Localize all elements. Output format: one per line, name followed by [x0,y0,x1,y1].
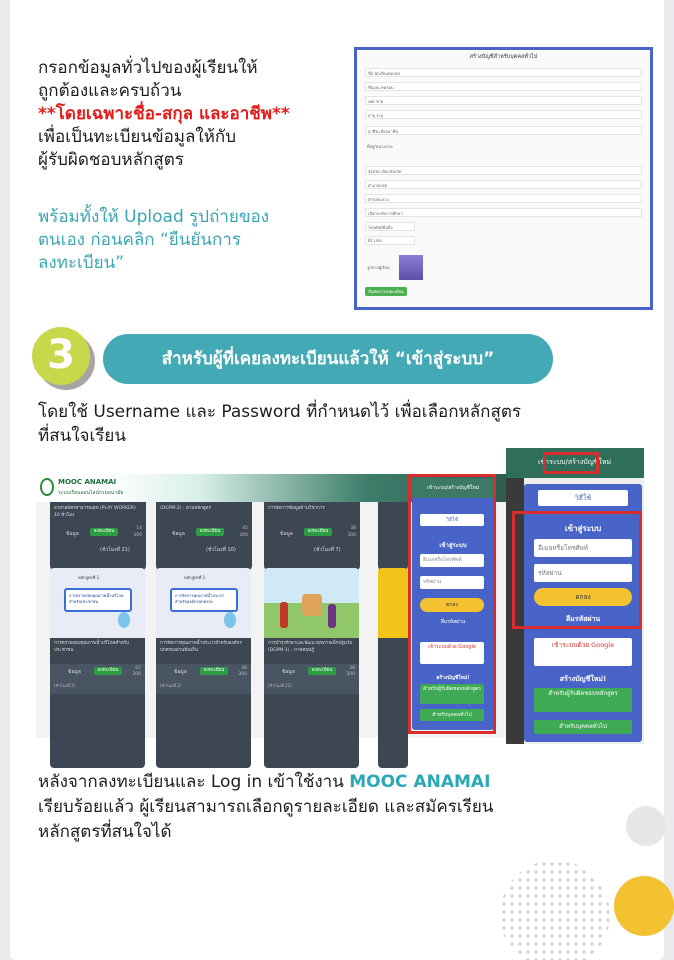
enroll-button: ลงทะเบียน [200,667,228,675]
form-row: ชื่อเล่น ทดสอบ [365,82,642,91]
upload-line-1: พร้อมทั้งให้ Upload รูปถ่ายของ [38,207,269,227]
step-number-badge: 3 [32,327,90,385]
person-icon [280,602,288,628]
register-staff-button[interactable]: สำหรับผู้รับผิดชอบหลักสูตร [534,688,632,712]
how-to-button[interactable]: วิธีใช้ [538,490,628,506]
decor-circle [626,806,666,846]
form-row: อำเภอ/เขต [365,180,642,189]
intro-highlight: **โดยเฉพาะชื่อ-สกุล และอาชีพ** [38,104,290,124]
anamai-logo [40,478,54,496]
person-icon [328,604,336,628]
outro-line-1: หลังจากลงทะเบียนและ Log in เข้าใช้งาน MOOC ANAMAI [38,772,491,792]
enroll-button: ลงทะเบียน [90,528,118,536]
registration-form-screenshot [354,47,653,310]
register-staff-button[interactable]: สำหรับผู้รับผิดชอบหลักสูตร [420,684,484,704]
enroll-button: ลงทะเบียน [304,528,332,536]
upload-line-2: ตนเอง ก่อนคลิก “ยืนยันการ [38,230,241,250]
google-login-button[interactable]: เข้าระบบด้วย Google [420,642,484,664]
course-thumbnail [264,568,359,638]
site-brand: MOOC ANAMAI [58,478,117,486]
confirm-register-button: ยืนยันการลงทะเบียน [365,287,407,296]
submit-button[interactable]: ตกลง [534,588,632,606]
course-thumbnail: หลักสูตรที่ 1 การจัดการคุณภาพน้ำประปาสำหรับองค์กรปกครอง [156,568,251,638]
water-drop-icon [224,612,236,628]
course-card: หลักสูตรที่ 1 การตรวจสอบคุณภาพน้ำบริโภคสำหรับประชาชน การตรวจสอบคุณภาพน้ำบริโภคสำหรับประชาชน ข้อมูล ลงทะเบียน 67 300 (ชั่วโมงที่ 2) [50,568,145,768]
water-drop-icon [118,612,130,628]
form-row: ID Line [365,236,415,245]
course-thumbnail: หลักสูตรที่ 1 การตรวจสอบคุณภาพน้ำบริโภคสำหรับประชาชน [50,568,145,638]
enroll-button: ลงทะเบียน [94,667,122,675]
decor-yellow-circle [614,876,674,936]
google-login-button[interactable]: เข้าระบบด้วย Google [534,638,632,666]
register-general-button[interactable]: สำหรับบุคคลทั่วไป [534,720,632,734]
password-input[interactable]: รหัสผ่าน [420,576,484,589]
form-row: เลือกระดับการศึกษา [365,208,642,217]
decor-dots [500,860,610,960]
course-card [378,568,408,768]
house-icon [302,594,322,616]
highlight-box [512,511,642,629]
user-photo [399,255,423,280]
intro-line-4: เพื่อเป็นทะเบียนข้อมูลให้กับ [38,127,237,147]
form-row: อาชีพ เลือกอาชีพ [365,126,642,135]
site-brand-sub: ระบบเรียนออนไลน์กรมอนามัย [58,490,124,496]
forgot-link[interactable]: ลืมรหัสผ่าน [440,619,466,625]
intro-line-1: กรอกข้อมูลทั่วไปของผู้เรียนให้ [38,58,258,78]
course-card: (DGPM-2) : ตามหลักสูตร ข้อมูล ลงทะเบียน 45 300 (ชั่วโมงที่ 10) [156,502,252,570]
login-instr-line-2: ที่สนใจเรียน [38,426,126,446]
username-input[interactable]: อีเมลหรือโทรศัพท์ [534,539,632,557]
outro-line-2: เรียบร้อยแล้ว ผู้เรียนสามารถเลือกดูรายละเอียด และสมัครเรียน [38,797,494,817]
enroll-button: ลงทะเบียน [196,528,224,536]
course-card: การจัดการข้อมูลด้านวิชาการ ข้อมูล ลงทะเบียน 38 300 (ชั่วโมงที่ 7) [264,502,360,570]
brand-name: MOOC ANAMAI [349,772,491,792]
step-title: สำหรับผู้ที่เคยลงทะเบียนแล้วให้ “เข้าสู่ระบบ” [103,334,553,384]
login-instr-line-1: โดยใช้ Username และ Password ที่กำหนดไว้ เพื่อเลือกหลักสูตร [38,402,521,422]
submit-button[interactable]: ตกลง [420,598,484,612]
outro-line-3: หลักสูตรที่สนใจได้ [38,822,172,842]
intro-line-2: ถูกต้องและครบถ้วน [38,81,182,101]
enroll-button: ลงทะเบียน [308,667,336,675]
photo-label: รูปถ่ายผู้เรียน [367,265,390,270]
register-general-button[interactable]: สำหรับบุคคลทั่วไป [420,709,484,721]
how-to-button[interactable]: วิธีใช้ [420,514,484,526]
login-title: เข้าสู่ระบบ [564,524,602,533]
login-header-link[interactable]: เข้าระบบ/สร้างบัญชีใหม่ [538,458,612,466]
course-card: อาสาสมัครสาธารณสุข (PLAY WORKER) 10 ชั่วโมง ข้อมูล ลงทะเบียน 14 300 (ชั่วโมงที่ 21) [50,502,146,570]
username-input[interactable]: อีเมลหรือโทรศัพท์ [420,554,484,567]
upload-line-3: ลงทะเบียน” [38,253,125,273]
form-row: ที่อยู่/หน่วยงาน [367,144,393,149]
course-card [378,502,408,570]
highlight-box [543,452,599,474]
course-card: การบำรุงรักษาและพัฒนาสุขภาพเด็กปฐมวัย (DGPM-1) : ภาคทฤษฎี ข้อมูล ลงทะเบียน 38 300 (ชั่วโมงที่ 22) [264,568,359,768]
form-row: เพศ ชาย [365,96,642,105]
create-account-title: สร้างบัญชีใหม่! [559,675,607,683]
highlight-box [408,474,496,734]
form-row: ชื่อ นักเรียนทดลอง [365,68,642,77]
form-row: ตำบล/แขวง [365,194,642,203]
intro-line-5: ผู้รับผิดชอบหลักสูตร [38,150,184,170]
create-account-title: สร้างบัญชีใหม่! [436,675,470,681]
form-title: สร้างบัญชีสำหรับบุคคลทั่วไป [469,54,538,60]
forgot-link[interactable]: ลืมรหัสผ่าน [565,615,601,623]
login-header[interactable]: เข้าระบบ/สร้างบัญชีใหม่ [412,478,494,498]
course-thumbnail [378,568,408,638]
password-input[interactable]: รหัสผ่าน [534,564,632,582]
login-title: เข้าสู่ระบบ [439,542,467,549]
form-row: อายุ ระบุ [365,110,642,119]
course-card: หลักสูตรที่ 1 การจัดการคุณภาพน้ำประปาสำหรับองค์กรปกครอง การจัดการคุณภาพน้ำประปาสำหรับองค์กรปกครองส่วนท้องถิ่น ข้อมูล ลงทะเบียน 36 300 (ชั่วโมงที่ 2) [156,568,251,768]
form-row: โทรศัพท์มือถือ [365,222,415,231]
form-row: จังหวัด เลือกจังหวัด [365,166,642,175]
